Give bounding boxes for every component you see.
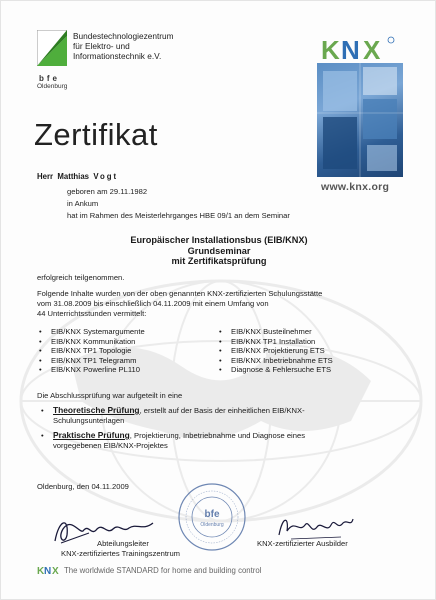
bfe-logo-icon xyxy=(37,30,67,66)
theory-label: Theoretische Prüfung xyxy=(53,405,140,415)
left-signer-role-2: KNX-zertifiziertes Trainingszentrum xyxy=(61,549,181,558)
svg-text:K: K xyxy=(321,35,340,63)
salutation: Herr xyxy=(37,172,54,181)
practice-text-2: vorgegebenen EIB/KNX-Projektes xyxy=(53,440,168,450)
svg-text:X: X xyxy=(363,35,381,63)
intro-line: hat im Rahmen des Meisterlehrganges HBE 09/1 an dem Seminar xyxy=(67,211,290,220)
exam-intro: Die Abschlussprüfung war aufgeteilt in eine xyxy=(37,391,183,400)
org-line-1: Bundestechnologiezentrum xyxy=(73,31,174,41)
list-item: • EIB/KNX Projektierung ETS xyxy=(219,346,333,356)
bfe-stamp-icon xyxy=(177,482,247,552)
stamp-center-text: bfe xyxy=(204,509,220,520)
knx-logo-icon xyxy=(319,35,397,63)
bullet-icon: • xyxy=(41,406,44,415)
list-item: • EIB/KNX TP1 Installation xyxy=(219,337,333,347)
seminar-line-1: Europäischer Installationsbus (EIB/KNX) xyxy=(130,235,308,245)
org-line-3: Informationstechnik e.V. xyxy=(73,51,162,61)
knx-footer-logo-icon xyxy=(37,564,59,576)
list-item: • EIB/KNX Kommunikation xyxy=(39,337,145,347)
left-signer-role-1: Abteilungsleiter xyxy=(97,539,149,548)
certificate-title: Zertifikat xyxy=(34,117,158,152)
theory-text-2: Schulungsunterlagen xyxy=(53,415,125,425)
contents-intro-1: Folgende Inhalte wurden von der oben genannten KNX-zertifizierten Schulungsstätte xyxy=(37,289,323,298)
recipient-name xyxy=(37,172,118,181)
list-item: • EIB/KNX Systemargumente xyxy=(39,327,145,337)
contents-intro-2: vom 31.08.2009 bis einschließlich 04.11.2009 mit einem Umfang von xyxy=(37,299,269,308)
practice-text-1: , Projektierung, Inbetriebnahme und Diagnose eines xyxy=(129,431,305,440)
seminar-line-3: mit Zertifikatsprüfung xyxy=(171,256,267,267)
topics-left-list xyxy=(39,327,145,375)
organization-name xyxy=(73,31,213,61)
svg-text:X: X xyxy=(52,566,59,576)
footer-tagline: The worldwide STANDARD for home and building control xyxy=(64,566,262,575)
right-signer-role: KNX-zertifizierter Ausbilder xyxy=(257,539,348,548)
org-city: Oldenburg xyxy=(37,83,68,90)
exam-theory xyxy=(41,406,305,425)
theory-text-1: , erstellt auf der Basis der einheitlichen EIB/KNX- xyxy=(139,406,305,415)
org-short-name: bfe xyxy=(39,74,60,83)
list-item: • EIB/KNX Inbetriebnahme ETS xyxy=(219,356,333,366)
contents-intro-3: 44 Unterrichtsstunden vermittelt: xyxy=(37,309,147,318)
practice-label: Praktische Prüfung xyxy=(53,430,130,440)
bullet-icon: • xyxy=(41,431,44,440)
list-item: • Diagnose & Fehlersuche ETS xyxy=(219,365,333,375)
svg-text:N: N xyxy=(44,566,52,576)
svg-text:N: N xyxy=(341,35,360,63)
stamp-city-text: Oldenburg xyxy=(200,522,224,528)
place-date: Oldenburg, den 04.11.2009 xyxy=(37,482,129,491)
knx-website: www.knx.org xyxy=(321,181,390,193)
exam-practice xyxy=(41,431,305,450)
list-item: • EIB/KNX TP1 Telegramm xyxy=(39,356,145,366)
completed-text: erfolgreich teilgenommen. xyxy=(37,273,125,282)
knx-building-image xyxy=(317,63,403,177)
org-line-2: für Elektro- und xyxy=(73,41,130,51)
birth-place: in Ankum xyxy=(67,199,99,208)
list-item: • EIB/KNX Busteilnehmer xyxy=(219,327,333,337)
last-name: Vogt xyxy=(93,172,119,181)
list-item: • EIB/KNX Powerline PL110 xyxy=(39,365,145,375)
birth-date: geboren am 29.11.1982 xyxy=(67,187,148,196)
seminar-title xyxy=(37,235,401,267)
topics-right-list xyxy=(219,327,333,375)
svg-text:K: K xyxy=(37,566,45,576)
first-name: Matthias xyxy=(57,172,90,181)
seminar-line-2: Grundseminar xyxy=(187,245,251,256)
list-item: • EIB/KNX TP1 Topologie xyxy=(39,346,145,356)
